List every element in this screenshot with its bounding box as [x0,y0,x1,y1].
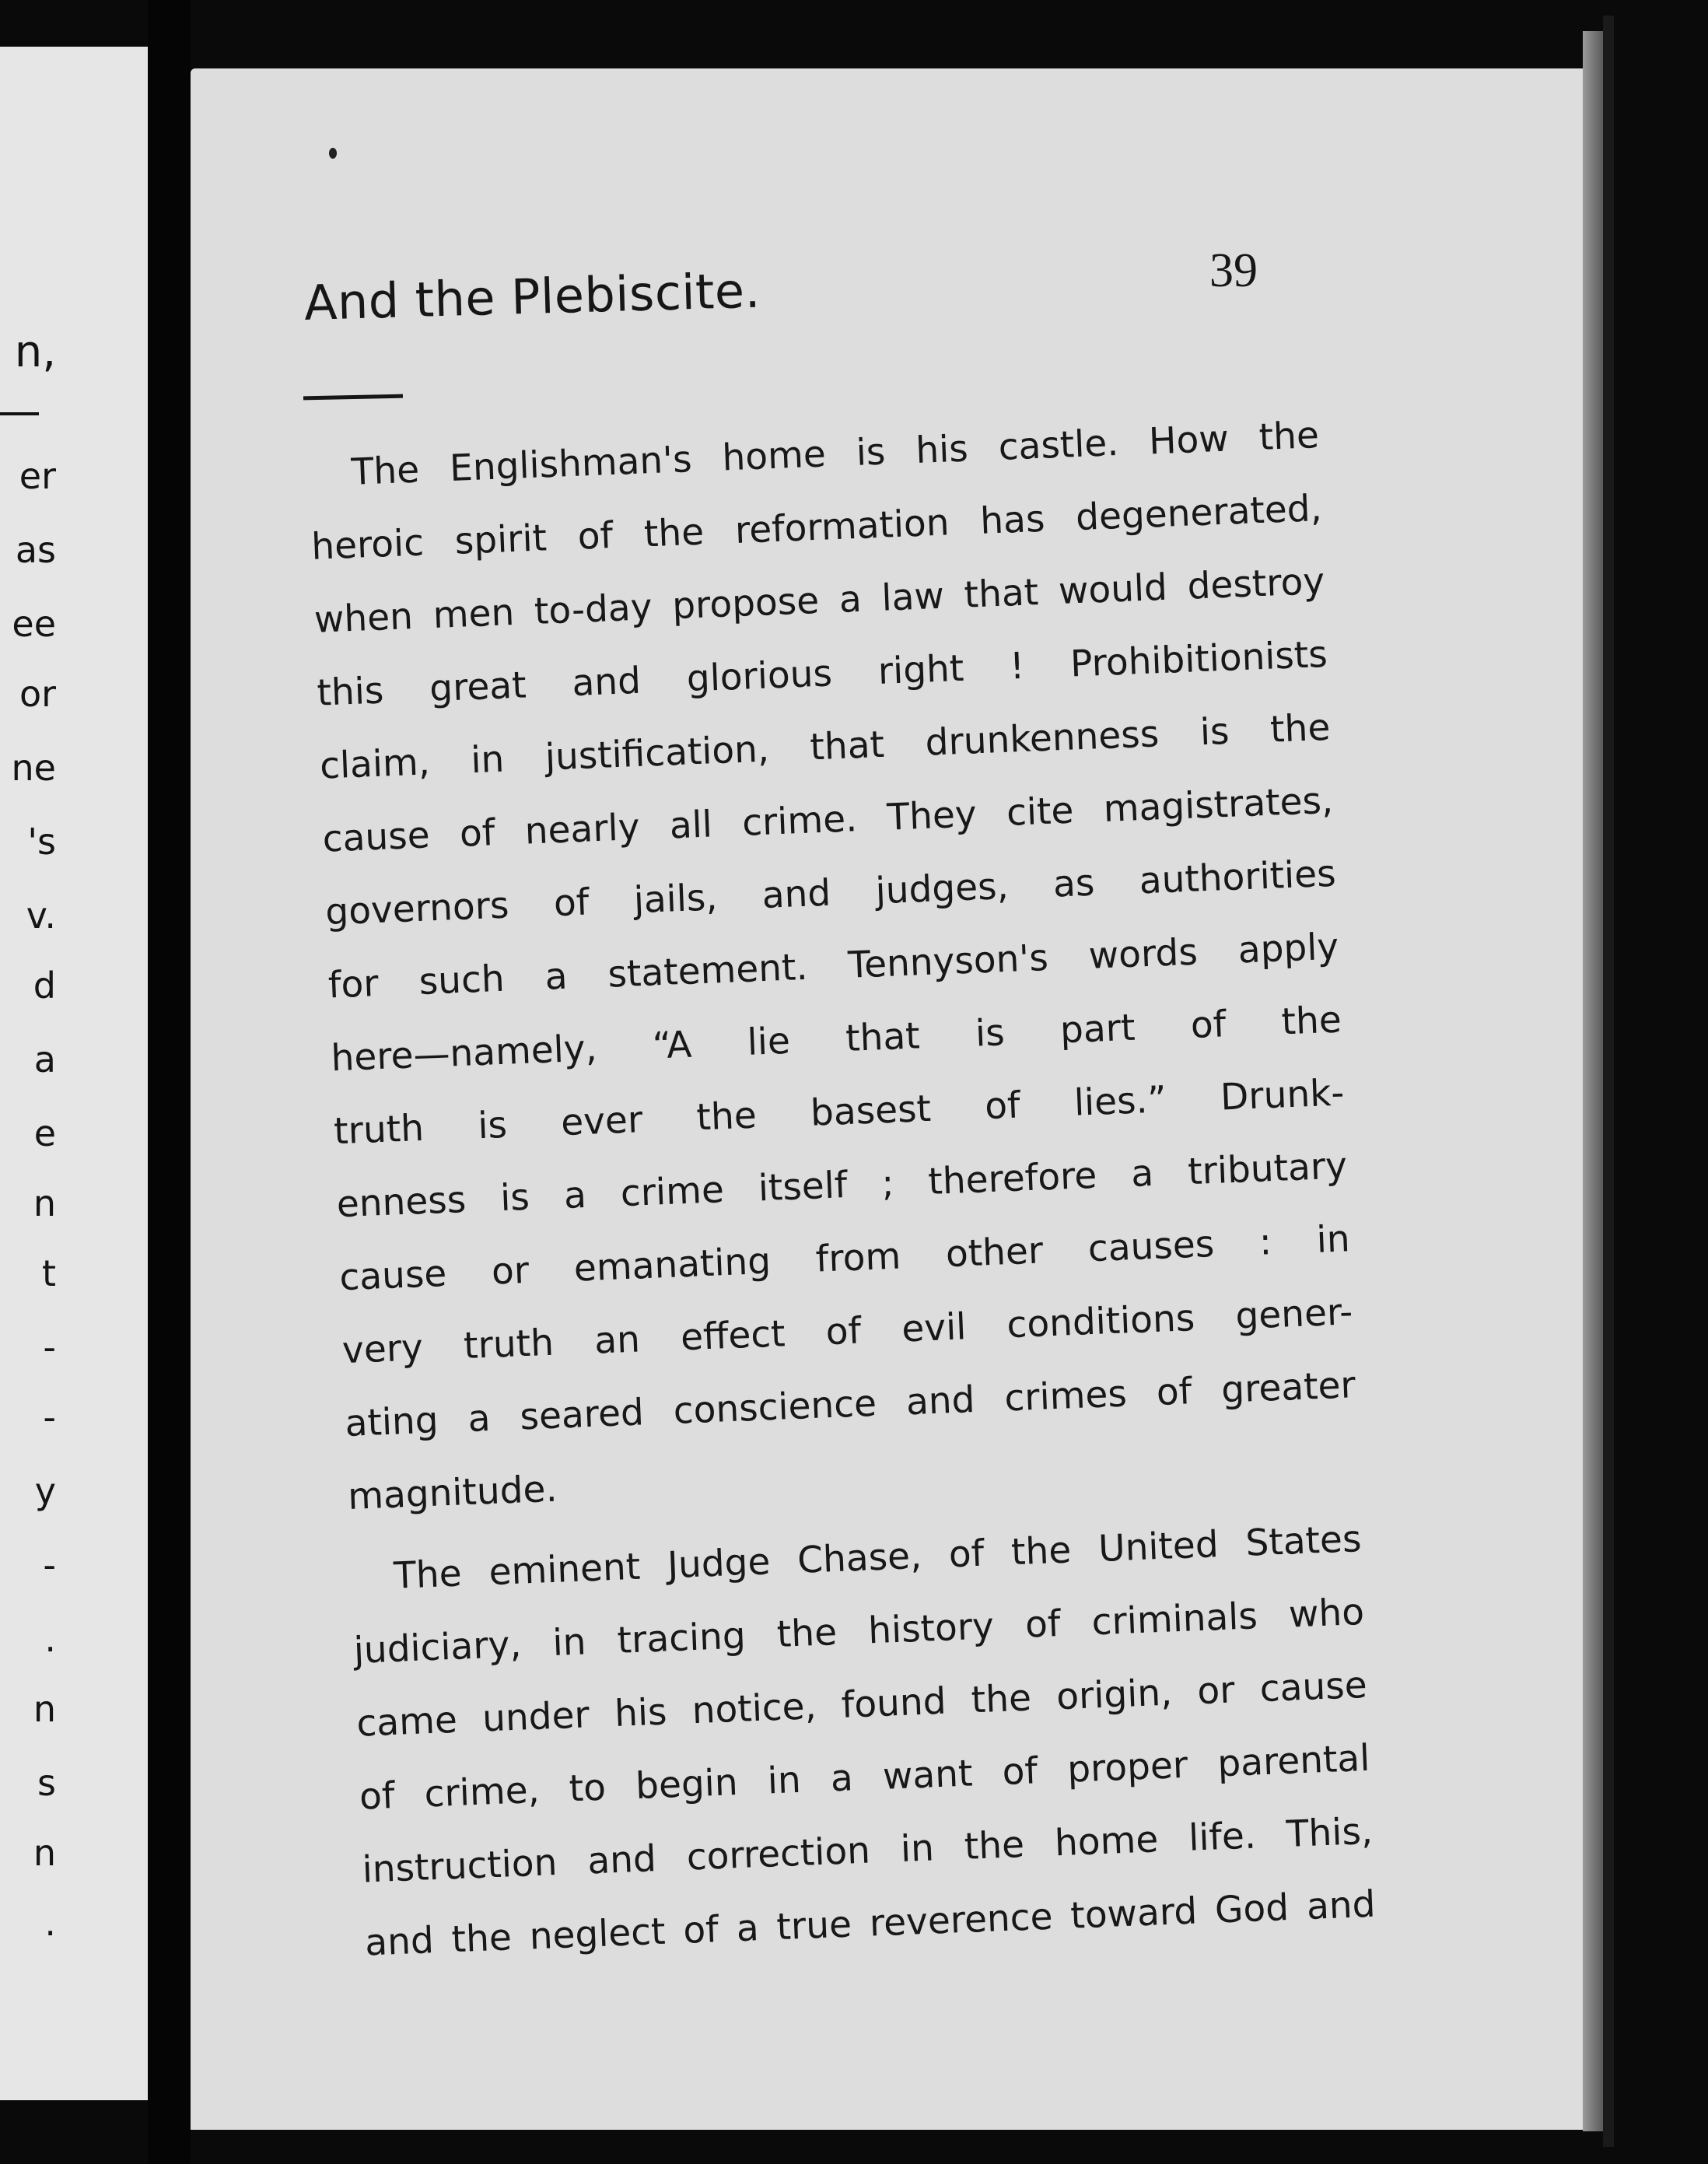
left-fragment: - [43,1326,56,1368]
left-fragment: er [19,455,56,497]
left-fragment: ne [11,747,56,789]
running-head: And the Plebiscite. [303,261,761,331]
text-line: truth is ever the basest of lies.” Drunk- [333,1071,1346,1154]
book-page [191,68,1583,2130]
text-line: when men to-day propose a law that would destroy [313,559,1326,642]
text-line: here—namely, “A lie that is part of the [330,998,1342,1080]
text-line: instruction and correction in the home life. This, [361,1809,1374,1892]
text-line: this great and glorious right ! Prohibitionists [316,632,1328,715]
book-cover-edge [1603,16,1614,2147]
text-line: The eminent Judge Chase, of the United States [393,1518,1363,1598]
left-fragment: n [33,1182,56,1224]
left-fragment: n [33,1832,56,1874]
page-stack-edge [1583,31,1603,2131]
text-line: enness is a crime itself ; therefore a tributary [335,1144,1348,1227]
text-line: heroic spirit of the reformation has degenerated, [310,487,1323,569]
text-line: came under his notice, found the origin, or cause [355,1663,1368,1746]
left-fragment: s [37,1762,56,1804]
text-line: of crime, to begin in a want of proper parental [359,1736,1371,1819]
text-line: governors of jails, and judges, as authorities [324,852,1337,934]
left-facing-page [0,47,148,2100]
text-line: claim, in justification, that drunkenness is the [319,706,1332,788]
left-page-text-fragments [0,47,148,2100]
text-line: magnitude. [347,1467,558,1518]
text-line: cause of nearly all crime. They cite magistrates, [321,779,1334,861]
header-rule [303,394,403,401]
left-fragment: . [44,1902,56,1944]
text-line: The Englishman's home is his castle. How the [350,414,1320,494]
left-fragment: as [15,529,56,571]
left-fragment: v. [26,895,56,937]
left-fragment: - [43,1396,56,1438]
page-number: 39 [1209,244,1258,297]
left-fragment: . [44,1618,56,1660]
paragraph [350,1503,1377,1980]
left-fragment: a [33,1038,56,1080]
paragraph [307,399,1360,1534]
text-line: cause or emanating from other causes : in [338,1217,1351,1300]
left-fragment: - [43,1544,56,1586]
left-fragment: n [33,1688,56,1730]
left-fragment: y [34,1470,56,1512]
text-line: judiciary, in tracing the history of criminals who [352,1590,1366,1672]
book-gutter [148,0,191,2164]
text-line: for such a statement. Tennyson's words apply [327,925,1340,1007]
text-line: and the neglect of a true reverence toward God and [364,1882,1377,1965]
left-fragment: ee [12,603,56,645]
left-fragment: t [41,1252,56,1294]
text-line: very truth an effect of evil conditions gener- [341,1290,1354,1373]
left-page-rule [0,412,39,415]
left-fragment: e [33,1112,56,1154]
body-text [307,399,1377,1980]
left-fragment: 's [27,821,56,863]
left-fragment: or [19,673,56,715]
ink-speck [329,148,337,159]
left-fragment: d [33,965,56,1007]
text-line: ating a seared conscience and crimes of greater [344,1364,1356,1446]
left-fragment: n, [14,327,56,377]
